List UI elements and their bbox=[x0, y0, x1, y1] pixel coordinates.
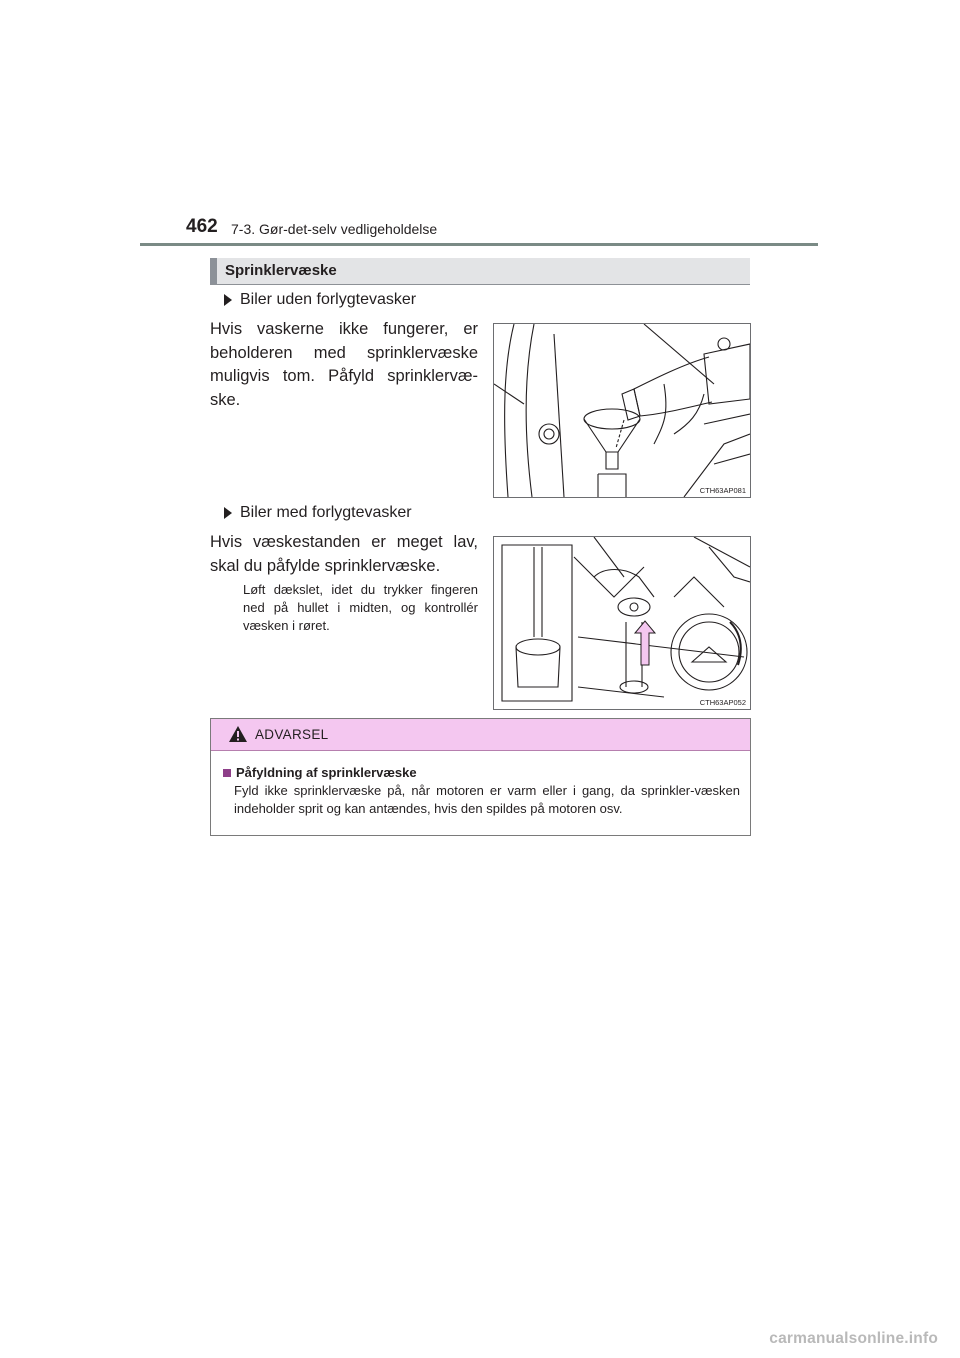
triangle-bullet-icon bbox=[224, 507, 232, 519]
figure-refill-funnel bbox=[493, 323, 751, 498]
warning-text: Fyld ikke sprinklervæske på, når motoren er varm eller i gang, da sprinkler-væsken indeholder sprit og kan antændes, hvis den spildes på motoren osv. bbox=[234, 783, 740, 816]
section-accent bbox=[210, 258, 217, 284]
level-check-illustration bbox=[494, 537, 750, 709]
figure-code-1: CTH63AP081 bbox=[699, 486, 746, 495]
triangle-bullet-icon bbox=[224, 294, 232, 306]
figure-code-2: CTH63AP052 bbox=[699, 698, 746, 707]
square-bullet-icon bbox=[223, 769, 231, 777]
refill-illustration bbox=[494, 324, 750, 497]
instruction-text-1: Hvis vaskerne ikke fungerer, er beholderen med sprinklervæske muligvis tom. Påfyld sprinklervæ-ske. bbox=[210, 320, 478, 409]
chapter-title: 7-3. Gør-det-selv vedligeholdelse bbox=[231, 221, 438, 237]
warning-header bbox=[211, 719, 750, 751]
watermark: carmanualsonline.info bbox=[769, 1330, 938, 1347]
subheading-without-headlamp-washer bbox=[224, 291, 416, 309]
subheading-with-headlamp-washer bbox=[224, 504, 412, 522]
warning-subheading bbox=[223, 765, 417, 780]
instruction-text-2: Hvis væskestanden er meget lav, skal du påfylde sprinklervæske. bbox=[210, 533, 478, 575]
warning-triangle-icon bbox=[228, 725, 248, 743]
warning-box bbox=[210, 718, 751, 836]
page-number: 462 bbox=[186, 216, 218, 237]
section-title: Sprinklervæske bbox=[225, 262, 337, 279]
subheading-text: Biler uden forlygtevasker bbox=[240, 291, 417, 308]
warning-label: ADVARSEL bbox=[255, 727, 329, 742]
header-rule bbox=[140, 243, 818, 246]
section-header bbox=[210, 258, 750, 285]
warning-subheading-text: Påfyldning af sprinklervæske bbox=[236, 765, 417, 780]
figure-check-level bbox=[493, 536, 751, 710]
subheading-text: Biler med forlygtevasker bbox=[240, 504, 412, 521]
instruction-note: Løft dækslet, idet du trykker fingeren ned på hullet i midten, og kontrollér væsken i røret. bbox=[243, 582, 478, 633]
